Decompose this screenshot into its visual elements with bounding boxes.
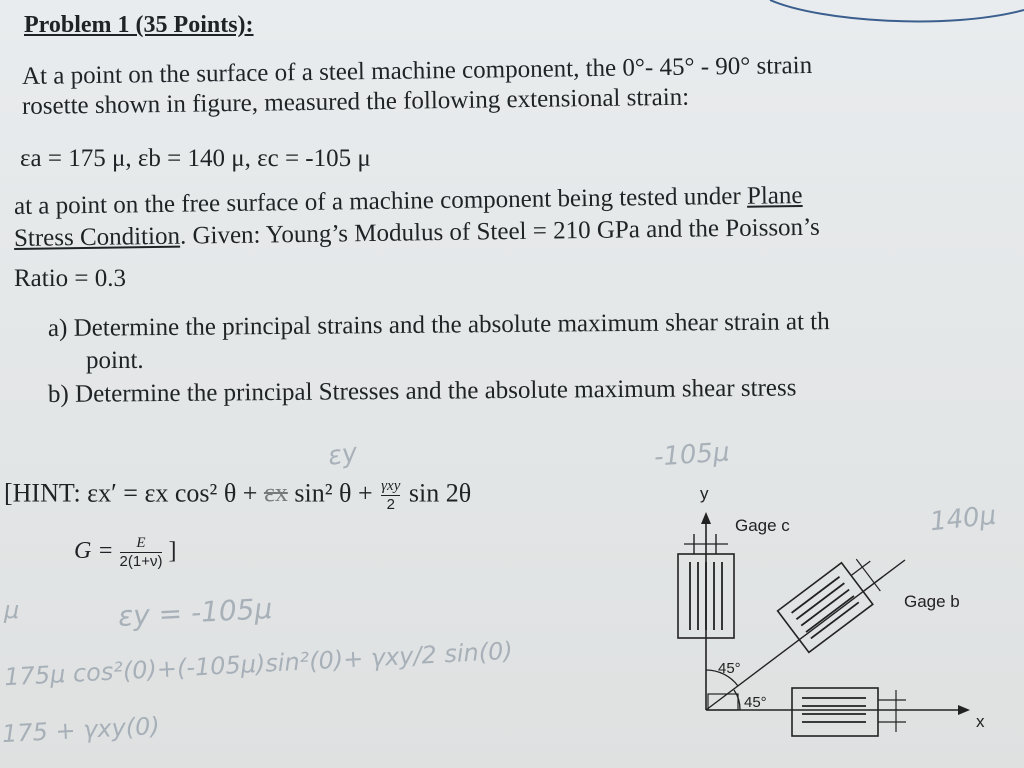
hint-frac-den: 2 [386,496,395,513]
hint-rhs: sin² θ + [287,478,380,508]
gage-b-label: Gage b [904,592,960,611]
hint-frac-num: γxy [381,478,401,494]
x-axis-arrow [958,705,970,715]
question-b: b) Determine the principal Stresses and the absolute maximum shear stress [47,374,797,408]
hint-tail: sin 2θ [402,478,472,508]
question-a: a) Determine the principal strains and the absolute maximum shear strain at th [47,308,830,342]
line4-text: at a point on the free surface of a machine component being tested under [13,182,748,220]
handwriting-ey-eq: εy = -105μ [117,591,274,634]
g-close: ] [168,538,177,565]
hint-strike-sub: εx [263,478,288,508]
stress-condition-underlined: Stress Condition [13,222,181,252]
x-axis-label: x [976,712,985,731]
handwriting-sum: 175 + γxy(0) [1,711,161,749]
problem-title: Problem 1 (35 Points): [24,12,254,38]
plane-underlined: Plane [746,181,803,210]
problem-line-2: rosette shown in figure, measured the following extensional strain: [21,83,690,120]
handwriting-mu: μ [4,596,20,624]
problem-line-6: Ratio = 0.3 [14,265,127,292]
angle-label-2: 45° [744,694,767,711]
gage-a-shape [792,688,906,736]
question-a-cont: point. [86,347,144,374]
hint-lhs: [HINT: εx′ = εx cos² θ + [4,478,264,508]
gage-c-label: Gage c [735,516,790,535]
line5-text: . Given: Young’s Modulus of Steel = 210 GPa and the Poisson’s [179,213,820,250]
g-den: 2(1+ν) [119,553,163,570]
handwriting-140: 140μ [928,500,998,538]
y-axis-label: y [700,484,709,503]
strain-values: εa = 175 μ, εb = 140 μ, εc = -105 μ [20,145,371,172]
y-axis-arrow [701,512,711,524]
handwriting-ey: εy [326,438,360,472]
problem-line-1: At a point on the surface of a steel machine component, the 0°- 45° - 90° strain [21,51,813,90]
angle-label-1: 45° [718,660,741,677]
angle-arc-2 [734,690,740,710]
gage-b-shape [778,548,892,652]
g-num: E [120,534,163,553]
handwriting-neg105: -105μ [653,437,731,473]
handwriting-expansion: 175μ cos²(0)+(-105μ)sin²(0)+ γxy/2 sin(0) [3,636,514,692]
g-lhs: G = [74,538,120,565]
corner-oval [770,0,1024,21]
